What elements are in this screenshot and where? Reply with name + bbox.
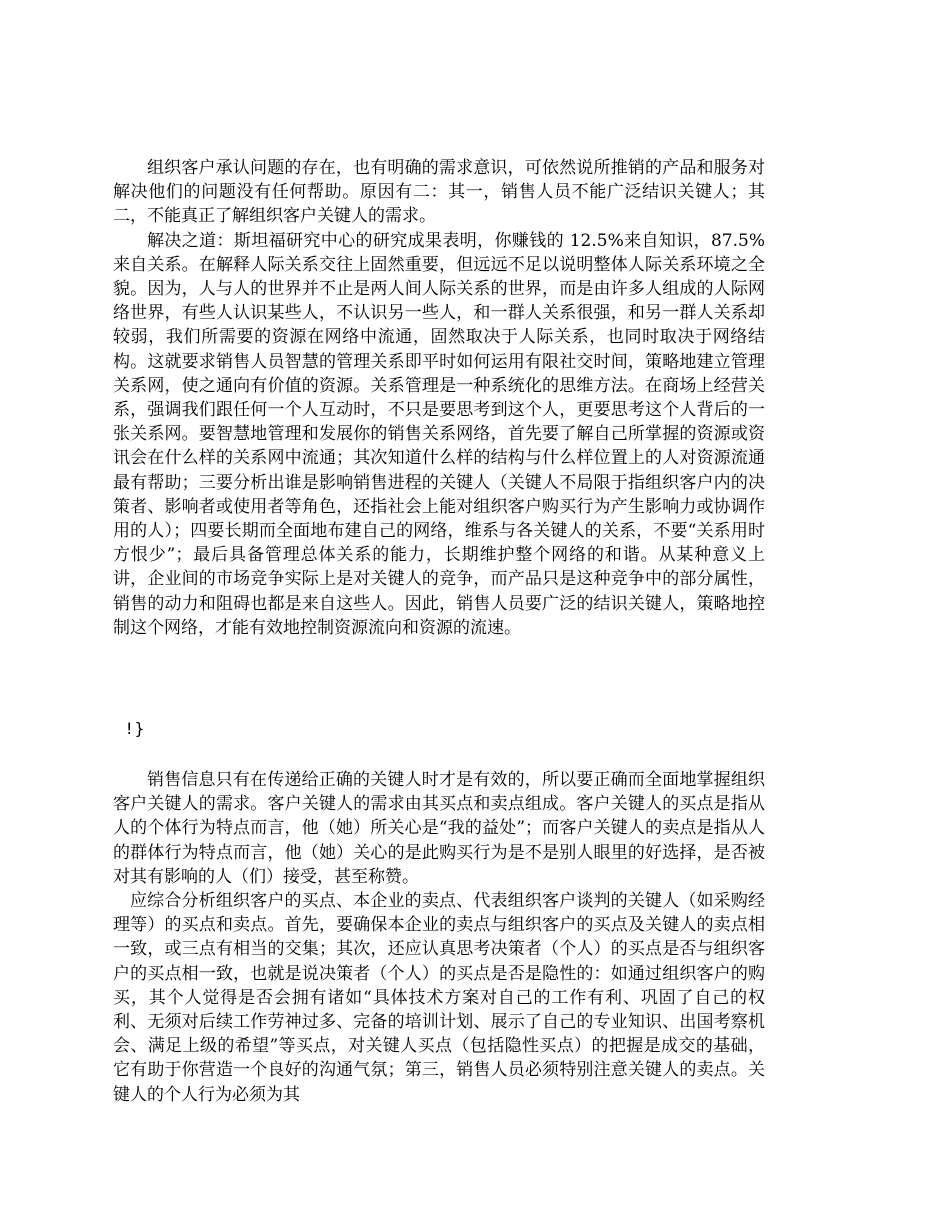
- paragraph-solution: 解决之道：斯坦福研究中心的研究成果表明，你赚钱的 12.5%来自知识，87.5%来自关系。在解释人际关系交往上固然重要，但远远不足以说明整体人际关系环境之全貌。因为，人与人的世界并不止是两人间人际关系的世界，而是由许多人组成的人际网络世界，有些人认识某些人，不认识另一些人，和一群人关系很强，和另一群人关系却较弱，我们所需要的资源在网络中流通，固然取决于人际关系，也同时取决于网络结构。这就要求销售人员智慧的管理关系即平时如何运用有限社交时间，策略地建立管理关系网，使之通向有价值的资源。关系管理是一种系统化的思维方法。在商场上经营关系，强调我们跟任何一个人互动时，不只是要思考到这个人，更要思考这个人背后的一张关系网。要智慧地管理和发展你的销售关系网络，首先要了解自己所掌握的资源或资讯会在什么样的关系网中流通；其次知道什么样的结构与什么样位置上的人对资源流通最有帮助；三要分析出谁是影响销售进程的关键人（关键人不局限于指组织客户内的决策者、影响者或使用者等角色，还指社会上能对组织客户购买行为产生影响力或协调作用的人）；四要长期而全面地布建自己的网络，维系与各关键人的关系，不要“关系用时方恨少”；最后具备管理总体关系的能力，长期维护整个网络的和谐。从某种意义上讲，企业间的市场竞争实际上是对关键人的竞争，而产品只是这种竞争中的部分属性，销售的动力和阻碍也都是来自这些人。因此，销售人员要广泛的结识关键人，策略地控制这个网络，才能有效地控制资源流向和资源的流速。: [113, 230, 765, 638]
- paragraph-needs: 销售信息只有在传递给正确的关键人时才是有效的，所以要正确而全面地掌握组织客户关键人的需求。客户关键人的需求由其买点和卖点组成。客户关键人的买点是指从人的个体行为特点而言，他（她）所关心是“我的益处”；而客户关键人的卖点是指从人的群体行为特点而言，他（她）关心的是此购买行为是不是别人眼里的好选择，是否被对其有影响的人（们）接受，甚至称赞。: [113, 770, 765, 887]
- text-block-top: [113, 156, 765, 640]
- text-fragment: !}: [126, 719, 147, 738]
- paragraph-problem: 组织客户承认问题的存在，也有明确的需求意识，可依然说所推销的产品和服务对解决他们的问题没有任何帮助。原因有二：其一，销售人员不能广泛结识关键人；其二，不能真正了解组织客户关键人的需求。: [113, 158, 765, 227]
- text-block-bottom: [113, 768, 765, 1107]
- paragraph-analysis: 应综合分析组织客户的买点、本企业的卖点、代表组织客户谈判的关键人（如采购经理等）的买点和卖点。首先，要确保本企业的卖点与组织客户的买点及关键人的卖点相一致，或三点有相当的交集；其次，还应认真思考决策者（个人）的买点是否与组织客户的买点相一致，也就是说决策者（个人）的买点是否是隐性的：如通过组织客户的购买，其个人觉得是否会拥有诸如“具体技术方案对自己的工作有利、巩固了自己的权利、无须对后续工作劳神过多、完备的培训计划、展示了自己的专业知识、出国考察机会、满足上级的希望”等买点，对关键人买点（包括隐性买点）的把握是成交的基础，它有助于你营造一个良好的沟通气氛；第三，销售人员必须特别注意关键人的卖点。关键人的个人行为必须为其: [113, 891, 765, 1105]
